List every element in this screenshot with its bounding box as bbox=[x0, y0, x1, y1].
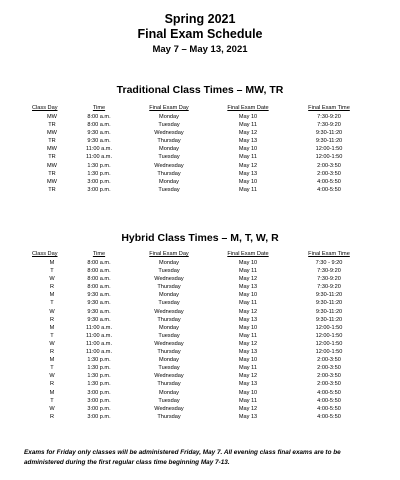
exam-day-cell: Monday bbox=[159, 114, 179, 120]
class-day-cell: M bbox=[49, 324, 55, 331]
class-day-cell: T bbox=[50, 300, 54, 307]
col-header-time: Time bbox=[92, 105, 106, 111]
time-cell: 1:30 p.m. bbox=[87, 365, 111, 372]
exam-time-cell: 9:30-11:20 bbox=[315, 300, 343, 307]
exam-day-cell: Monday bbox=[159, 357, 179, 364]
time-cell: 9:30 a.m. bbox=[87, 292, 111, 299]
exam-time-cell: 9:30-11:20 bbox=[315, 138, 343, 145]
table-row bbox=[32, 356, 374, 364]
exam-day-cell: Wednesday bbox=[154, 162, 184, 169]
exam-time-cell: 2:00-3:50 bbox=[317, 170, 341, 177]
table-row bbox=[32, 332, 374, 340]
time-cell: 3:00 p.m. bbox=[87, 389, 111, 396]
time-cell: 8:00 a.m. bbox=[87, 268, 111, 275]
exam-date-cell: May 13 bbox=[238, 170, 258, 177]
class-day-cell: MW bbox=[47, 130, 57, 137]
exam-time-cell: 9:30-11:20 bbox=[315, 308, 343, 315]
exam-day-cell: Wednesday bbox=[154, 308, 184, 315]
table-row bbox=[32, 324, 374, 332]
class-day-cell: TR bbox=[48, 154, 56, 161]
time-cell: 3:00 p.m. bbox=[87, 186, 111, 193]
table-row bbox=[32, 259, 374, 267]
class-day-cell: M bbox=[49, 389, 55, 396]
time-cell: 8:00 a.m. bbox=[87, 114, 111, 120]
class-day-cell: TR bbox=[48, 122, 56, 129]
class-day-cell: T bbox=[50, 397, 54, 404]
class-day-cell: MW bbox=[47, 162, 57, 169]
exam-day-cell: Monday bbox=[159, 292, 179, 299]
table-row bbox=[32, 364, 374, 372]
table-row bbox=[32, 372, 374, 380]
table-row bbox=[32, 145, 374, 153]
time-cell: 8:00 a.m. bbox=[87, 260, 111, 266]
hybrid-schedule-table bbox=[32, 250, 374, 421]
exam-date-cell: May 10 bbox=[238, 146, 258, 153]
time-cell: 9:30 a.m. bbox=[87, 130, 111, 137]
exam-date-cell: May 12 bbox=[238, 340, 258, 347]
class-day-cell: MW bbox=[47, 178, 57, 185]
table-row bbox=[32, 340, 374, 348]
exam-date-cell: May 13 bbox=[238, 138, 258, 145]
class-day-cell: R bbox=[49, 349, 55, 356]
exam-time-cell: 4:00-5:50 bbox=[317, 389, 341, 396]
col-header-exam-date: Final Exam Date bbox=[227, 251, 269, 257]
exam-date-cell: May 12 bbox=[238, 162, 258, 169]
class-day-cell: M bbox=[49, 292, 55, 299]
table-row bbox=[32, 113, 374, 121]
table-row bbox=[32, 178, 374, 186]
class-day-cell: TR bbox=[48, 170, 56, 177]
col-header-class-day: Class Day bbox=[32, 251, 58, 257]
class-day-cell: W bbox=[49, 405, 55, 412]
exam-time-cell: 4:00-5:50 bbox=[317, 413, 341, 420]
exam-day-cell: Tuesday bbox=[158, 122, 180, 129]
exam-day-cell: Thursday bbox=[157, 170, 181, 177]
class-day-cell: TR bbox=[48, 138, 56, 145]
exam-day-cell: Thursday bbox=[157, 316, 181, 323]
time-cell: 1:30 p.m. bbox=[87, 162, 111, 169]
exam-date-cell: May 12 bbox=[238, 405, 258, 412]
class-day-cell: W bbox=[49, 308, 55, 315]
col-header-exam-date: Final Exam Date bbox=[227, 105, 269, 111]
exam-time-cell: 12:00-1:50 bbox=[315, 340, 343, 347]
exam-time-cell: 7:30-9:20 bbox=[317, 284, 341, 291]
class-day-cell: M bbox=[49, 260, 55, 266]
time-cell: 1:30 p.m. bbox=[87, 381, 111, 388]
hybrid-header-row bbox=[32, 250, 374, 259]
table-row bbox=[32, 186, 374, 194]
exam-date-cell: May 12 bbox=[238, 276, 258, 283]
exam-day-cell: Tuesday bbox=[158, 397, 180, 404]
table-row bbox=[32, 283, 374, 291]
table-row bbox=[32, 121, 374, 129]
exam-time-cell: 4:00-5:50 bbox=[317, 397, 341, 404]
footnote: Exams for Friday only classes will be administered Friday, May 7. All evening class final exams are to be administered during the first regular class time beginning May 7-13. bbox=[24, 449, 341, 466]
time-cell: 1:30 p.m. bbox=[87, 357, 111, 364]
time-cell: 11:00 a.m. bbox=[85, 146, 112, 153]
time-cell: 3:00 p.m. bbox=[87, 178, 111, 185]
exam-time-cell: 12:00-1:50 bbox=[315, 349, 343, 356]
exam-date-cell: May 12 bbox=[238, 308, 258, 315]
exam-date-cell: May 11 bbox=[239, 122, 257, 129]
col-header-exam-time: Final Exam Time bbox=[308, 105, 350, 111]
exam-date-cell: May 10 bbox=[238, 260, 258, 266]
exam-date-cell: May 13 bbox=[238, 316, 258, 323]
table-row bbox=[32, 405, 374, 413]
exam-time-cell: 9:30-11:20 bbox=[315, 130, 343, 137]
exam-date-cell: May 11 bbox=[239, 300, 257, 307]
exam-date-cell: May 10 bbox=[238, 178, 258, 185]
table-row bbox=[32, 137, 374, 145]
exam-day-cell: Wednesday bbox=[154, 373, 184, 380]
exam-time-cell: 7:30 - 9:20 bbox=[315, 260, 343, 266]
exam-time-cell: 12:00-1:50 bbox=[315, 324, 343, 331]
exam-date-cell: May 13 bbox=[238, 381, 258, 388]
time-cell: 1:30 p.m. bbox=[87, 170, 111, 177]
table-row bbox=[32, 380, 374, 388]
exam-day-cell: Thursday bbox=[157, 413, 181, 420]
time-cell: 11:00 a.m. bbox=[85, 349, 112, 356]
exam-day-cell: Tuesday bbox=[158, 332, 180, 339]
table-row bbox=[32, 299, 374, 307]
hybrid-table-body bbox=[32, 259, 374, 421]
class-day-cell: M bbox=[49, 357, 55, 364]
exam-date-cell: May 13 bbox=[238, 284, 258, 291]
exam-day-cell: Tuesday bbox=[158, 365, 180, 372]
exam-date-cell: May 11 bbox=[239, 186, 257, 193]
table-row bbox=[32, 153, 374, 161]
exam-time-cell: 7:30-9:20 bbox=[317, 268, 341, 275]
exam-date-cell: May 13 bbox=[238, 413, 258, 420]
exam-day-cell: Monday bbox=[159, 146, 179, 153]
exam-time-cell: 7:30-9:20 bbox=[317, 122, 341, 129]
exam-date-cell: May 11 bbox=[239, 397, 257, 404]
time-cell: 9:30 a.m. bbox=[87, 316, 111, 323]
col-header-exam-time: Final Exam Time bbox=[308, 251, 350, 257]
traditional-schedule-table bbox=[32, 104, 374, 194]
time-cell: 3:00 p.m. bbox=[87, 405, 111, 412]
exam-time-cell: 12:00-1:50 bbox=[315, 146, 343, 153]
time-cell: 11:00 a.m. bbox=[85, 154, 112, 161]
class-day-cell: T bbox=[50, 332, 54, 339]
exam-day-cell: Monday bbox=[159, 389, 179, 396]
time-cell: 8:00 a.m. bbox=[87, 276, 111, 283]
exam-day-cell: Wednesday bbox=[154, 340, 184, 347]
exam-time-cell: 4:00-5:50 bbox=[317, 405, 341, 412]
class-day-cell: R bbox=[49, 316, 55, 323]
class-day-cell: W bbox=[49, 340, 55, 347]
table-row bbox=[32, 291, 374, 299]
exam-date-cell: May 10 bbox=[238, 114, 258, 120]
time-cell: 9:30 a.m. bbox=[87, 308, 111, 315]
class-day-cell: T bbox=[50, 268, 54, 275]
time-cell: 3:00 p.m. bbox=[87, 397, 111, 404]
exam-time-cell: 2:00-3:50 bbox=[317, 381, 341, 388]
exam-time-cell: 9:30-11:20 bbox=[315, 316, 343, 323]
page-title: Spring 2021 bbox=[164, 12, 236, 26]
col-header-exam-day: Final Exam Day bbox=[149, 251, 189, 257]
exam-date-cell: May 12 bbox=[238, 130, 258, 137]
table-row bbox=[32, 170, 374, 178]
col-header-time: Time bbox=[92, 251, 106, 257]
traditional-section-title: Traditional Class Times – MW, TR bbox=[116, 84, 284, 96]
exam-time-cell: 9:30-11:20 bbox=[315, 292, 343, 299]
table-row bbox=[32, 162, 374, 170]
exam-day-cell: Tuesday bbox=[158, 186, 180, 193]
time-cell: 9:30 a.m. bbox=[87, 138, 111, 145]
class-day-cell: R bbox=[49, 381, 55, 388]
exam-date-cell: May 10 bbox=[238, 389, 258, 396]
class-day-cell: T bbox=[50, 365, 54, 372]
hybrid-section-title: Hybrid Class Times – M, T, W, R bbox=[121, 232, 279, 244]
exam-time-cell: 12:00-1:50 bbox=[315, 332, 343, 339]
exam-day-cell: Wednesday bbox=[154, 405, 184, 412]
time-cell: 11:00 a.m. bbox=[85, 340, 112, 347]
exam-time-cell: 7:30-9:20 bbox=[317, 276, 341, 283]
exam-time-cell: 4:00-5:50 bbox=[317, 178, 341, 185]
col-header-class-day: Class Day bbox=[32, 105, 58, 111]
exam-day-cell: Tuesday bbox=[158, 300, 180, 307]
date-range: May 7 – May 13, 2021 bbox=[152, 44, 248, 55]
exam-time-cell: 2:00-3:50 bbox=[317, 162, 341, 169]
table-row bbox=[32, 348, 374, 356]
class-day-cell: W bbox=[49, 373, 55, 380]
exam-day-cell: Tuesday bbox=[158, 154, 180, 161]
class-day-cell: R bbox=[49, 413, 55, 420]
table-row bbox=[32, 129, 374, 137]
table-row bbox=[32, 275, 374, 283]
exam-day-cell: Monday bbox=[159, 324, 179, 331]
col-header-exam-day: Final Exam Day bbox=[149, 105, 189, 111]
table-row bbox=[32, 397, 374, 405]
table-row bbox=[32, 413, 374, 421]
exam-date-cell: May 13 bbox=[238, 349, 258, 356]
table-row bbox=[32, 267, 374, 275]
exam-day-cell: Monday bbox=[159, 178, 179, 185]
exam-day-cell: Tuesday bbox=[158, 268, 180, 275]
class-day-cell: MW bbox=[47, 114, 57, 120]
exam-time-cell: 2:00-3:50 bbox=[317, 373, 341, 380]
time-cell: 1:30 p.m. bbox=[87, 373, 111, 380]
exam-day-cell: Monday bbox=[159, 260, 179, 266]
exam-time-cell: 2:00-3:50 bbox=[317, 357, 341, 364]
time-cell: 8:00 a.m. bbox=[87, 284, 111, 291]
exam-time-cell: 12:00-1:50 bbox=[315, 154, 343, 161]
exam-day-cell: Thursday bbox=[157, 284, 181, 291]
exam-day-cell: Thursday bbox=[157, 138, 181, 145]
traditional-header-row bbox=[32, 104, 374, 113]
exam-date-cell: May 10 bbox=[238, 357, 258, 364]
exam-date-cell: May 11 bbox=[239, 332, 257, 339]
exam-time-cell: 7:30-9:20 bbox=[317, 114, 341, 120]
exam-day-cell: Thursday bbox=[157, 349, 181, 356]
exam-day-cell: Wednesday bbox=[154, 276, 184, 283]
class-day-cell: R bbox=[49, 284, 55, 291]
page-subtitle: Final Exam Schedule bbox=[137, 27, 263, 41]
exam-time-cell: 4:00-5:50 bbox=[317, 186, 341, 193]
exam-day-cell: Thursday bbox=[157, 381, 181, 388]
time-cell: 11:00 a.m. bbox=[85, 324, 112, 331]
class-day-cell: W bbox=[49, 276, 55, 283]
table-row bbox=[32, 316, 374, 324]
exam-date-cell: May 11 bbox=[239, 365, 257, 372]
exam-date-cell: May 11 bbox=[239, 154, 257, 161]
time-cell: 3:00 p.m. bbox=[87, 413, 111, 420]
exam-date-cell: May 10 bbox=[238, 292, 258, 299]
table-row bbox=[32, 389, 374, 397]
class-day-cell: MW bbox=[47, 146, 57, 153]
time-cell: 8:00 a.m. bbox=[87, 122, 111, 129]
exam-date-cell: May 11 bbox=[239, 268, 257, 275]
exam-day-cell: Wednesday bbox=[154, 130, 184, 137]
time-cell: 11:00 a.m. bbox=[85, 332, 112, 339]
table-row bbox=[32, 308, 374, 316]
class-day-cell: TR bbox=[48, 186, 56, 193]
traditional-table-body bbox=[32, 113, 374, 194]
exam-date-cell: May 10 bbox=[238, 324, 258, 331]
exam-time-cell: 2:00-3:50 bbox=[317, 365, 341, 372]
time-cell: 9:30 a.m. bbox=[87, 300, 111, 307]
exam-date-cell: May 12 bbox=[238, 373, 258, 380]
